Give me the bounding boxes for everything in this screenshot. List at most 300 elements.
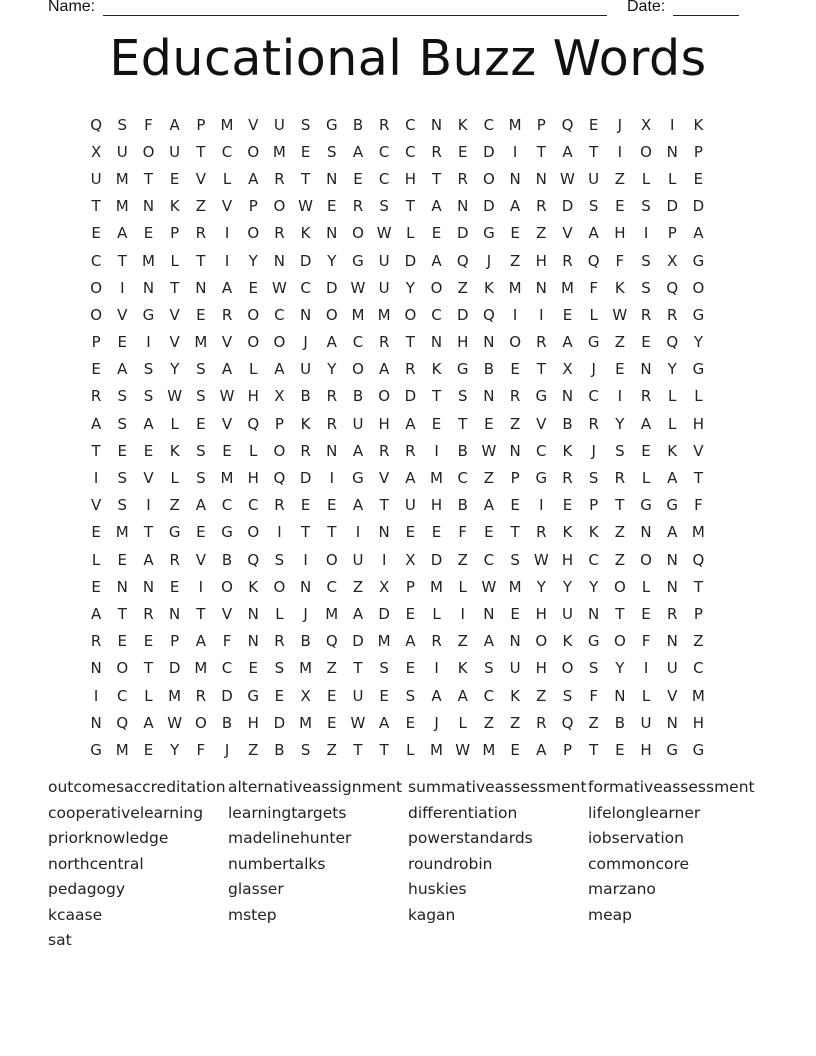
grid-letter[interactable]: L: [170, 251, 179, 270]
grid-letter[interactable]: E: [510, 740, 520, 759]
date-field-line[interactable]: [673, 15, 739, 16]
grid-letter[interactable]: L: [694, 387, 703, 406]
grid-letter[interactable]: M: [115, 740, 129, 759]
grid-letter[interactable]: E: [588, 115, 599, 134]
grid-letter[interactable]: Z: [352, 577, 364, 596]
grid-letter[interactable]: T: [353, 740, 363, 759]
grid-letter[interactable]: Q: [325, 632, 338, 651]
grid-letter[interactable]: K: [457, 659, 468, 678]
grid-letter[interactable]: X: [640, 115, 652, 134]
grid-letter[interactable]: B: [457, 496, 468, 515]
grid-letter[interactable]: A: [405, 469, 416, 488]
grid-letter[interactable]: K: [562, 632, 573, 651]
grid-letter[interactable]: C: [247, 496, 259, 515]
grid-letter[interactable]: P: [91, 333, 101, 352]
grid-letter[interactable]: J: [303, 604, 308, 623]
grid-letter[interactable]: B: [483, 360, 495, 379]
grid-letter[interactable]: U: [90, 169, 102, 188]
grid-letter[interactable]: C: [326, 577, 338, 596]
grid-letter[interactable]: S: [143, 387, 154, 406]
grid-letter[interactable]: Y: [562, 577, 573, 596]
grid-letter[interactable]: Y: [327, 360, 337, 379]
grid-letter[interactable]: F: [615, 251, 625, 270]
grid-letter[interactable]: U: [588, 169, 600, 188]
grid-letter[interactable]: Z: [588, 713, 599, 732]
grid-letter[interactable]: M: [220, 469, 234, 488]
grid-letter[interactable]: D: [456, 305, 469, 324]
grid-letter[interactable]: N: [326, 441, 338, 460]
grid-letter[interactable]: C: [352, 333, 364, 352]
grid-letter[interactable]: A: [352, 604, 364, 623]
grid-letter[interactable]: Y: [170, 740, 180, 759]
grid-letter[interactable]: Q: [561, 115, 574, 134]
grid-letter[interactable]: D: [299, 469, 312, 488]
grid-letter[interactable]: Z: [509, 713, 521, 732]
grid-letter[interactable]: T: [353, 659, 363, 678]
grid-letter[interactable]: O: [247, 333, 260, 352]
grid-letter[interactable]: B: [457, 441, 468, 460]
grid-letter[interactable]: Z: [509, 414, 521, 433]
grid-letter[interactable]: E: [196, 523, 206, 542]
grid-letter[interactable]: C: [221, 659, 233, 678]
grid-letter[interactable]: R: [405, 441, 416, 460]
grid-letter[interactable]: A: [667, 469, 678, 488]
grid-letter[interactable]: O: [247, 305, 260, 324]
grid-letter[interactable]: T: [536, 360, 546, 379]
grid-letter[interactable]: E: [510, 360, 520, 379]
grid-letter[interactable]: I: [643, 659, 649, 678]
grid-letter[interactable]: V: [117, 305, 128, 324]
grid-letter[interactable]: A: [457, 686, 468, 705]
grid-letter[interactable]: A: [221, 360, 233, 379]
grid-letter[interactable]: L: [249, 360, 258, 379]
grid-letter[interactable]: T: [117, 251, 127, 270]
grid-letter[interactable]: G: [352, 469, 364, 488]
grid-letter[interactable]: O: [352, 360, 364, 379]
grid-letter[interactable]: H: [614, 224, 626, 243]
grid-letter[interactable]: J: [591, 441, 596, 460]
grid-letter[interactable]: H: [404, 169, 416, 188]
grid-letter[interactable]: N: [326, 169, 338, 188]
grid-letter[interactable]: Q: [692, 550, 705, 569]
grid-letter[interactable]: V: [143, 469, 154, 488]
grid-letter[interactable]: Y: [667, 360, 677, 379]
grid-letter[interactable]: Y: [615, 659, 625, 678]
grid-letter[interactable]: E: [143, 740, 154, 759]
grid-letter[interactable]: S: [379, 197, 389, 216]
grid-letter[interactable]: K: [510, 686, 521, 705]
grid-letter[interactable]: I: [120, 278, 125, 297]
grid-letter[interactable]: S: [117, 496, 128, 515]
grid-letter[interactable]: M: [377, 632, 391, 651]
grid-letter[interactable]: R: [562, 251, 573, 270]
grid-letter[interactable]: T: [143, 523, 154, 542]
grid-letter[interactable]: X: [300, 686, 311, 705]
grid-letter[interactable]: O: [430, 278, 443, 297]
grid-letter[interactable]: W: [167, 713, 183, 732]
grid-letter[interactable]: H: [247, 469, 259, 488]
grid-letter[interactable]: U: [561, 604, 573, 623]
grid-letter[interactable]: E: [405, 523, 416, 542]
grid-letter[interactable]: K: [457, 115, 468, 134]
grid-letter[interactable]: H: [430, 496, 443, 515]
grid-letter[interactable]: E: [117, 333, 128, 352]
grid-letter[interactable]: A: [326, 333, 337, 352]
grid-letter[interactable]: T: [91, 197, 101, 216]
grid-letter[interactable]: Y: [536, 577, 546, 596]
grid-letter[interactable]: E: [641, 604, 651, 623]
grid-letter[interactable]: L: [641, 169, 651, 188]
grid-letter[interactable]: S: [274, 659, 285, 678]
grid-letter[interactable]: E: [300, 142, 311, 161]
grid-letter[interactable]: C: [457, 469, 468, 488]
grid-letter[interactable]: V: [536, 414, 547, 433]
grid-letter[interactable]: E: [91, 224, 101, 243]
grid-letter[interactable]: G: [692, 251, 705, 270]
grid-letter[interactable]: S: [117, 387, 128, 406]
grid-letter[interactable]: B: [221, 550, 233, 569]
grid-letter[interactable]: F: [222, 632, 232, 651]
grid-letter[interactable]: C: [588, 550, 599, 569]
grid-letter[interactable]: Z: [614, 169, 625, 188]
grid-letter[interactable]: S: [196, 387, 206, 406]
grid-letter[interactable]: F: [589, 278, 598, 297]
grid-letter[interactable]: I: [434, 441, 439, 460]
grid-letter[interactable]: Z: [169, 496, 180, 515]
grid-letter[interactable]: C: [483, 686, 495, 705]
grid-letter[interactable]: C: [588, 387, 599, 406]
grid-letter[interactable]: M: [325, 604, 339, 623]
grid-letter[interactable]: L: [222, 169, 232, 188]
grid-letter[interactable]: W: [560, 169, 575, 188]
grid-letter[interactable]: A: [431, 686, 442, 705]
grid-letter[interactable]: R: [378, 441, 390, 460]
grid-letter[interactable]: D: [221, 686, 233, 705]
grid-letter[interactable]: A: [509, 197, 521, 216]
grid-letter[interactable]: E: [169, 169, 180, 188]
grid-letter[interactable]: K: [300, 414, 311, 433]
grid-letter[interactable]: I: [512, 305, 518, 324]
grid-letter[interactable]: P: [693, 142, 703, 161]
grid-letter[interactable]: R: [667, 305, 678, 324]
grid-letter[interactable]: T: [615, 604, 625, 623]
grid-letter[interactable]: S: [274, 550, 285, 569]
grid-letter[interactable]: A: [143, 713, 154, 732]
grid-letter[interactable]: S: [300, 115, 311, 134]
grid-letter[interactable]: Y: [327, 251, 337, 270]
grid-letter[interactable]: R: [90, 387, 102, 406]
grid-letter[interactable]: T: [117, 604, 127, 623]
grid-letter[interactable]: A: [274, 360, 285, 379]
grid-letter[interactable]: E: [143, 224, 154, 243]
grid-letter[interactable]: J: [617, 115, 623, 134]
grid-letter[interactable]: T: [327, 523, 337, 542]
grid-letter[interactable]: A: [483, 496, 495, 515]
grid-letter[interactable]: C: [405, 142, 416, 161]
grid-letter[interactable]: I: [460, 604, 465, 623]
grid-letter[interactable]: E: [169, 577, 180, 596]
grid-letter[interactable]: M: [430, 577, 443, 596]
grid-letter[interactable]: Q: [90, 115, 102, 134]
grid-letter[interactable]: I: [146, 333, 151, 352]
grid-letter[interactable]: X: [90, 142, 102, 161]
grid-letter[interactable]: N: [169, 604, 181, 623]
grid-letter[interactable]: O: [90, 278, 102, 297]
grid-letter[interactable]: E: [300, 496, 311, 515]
grid-letter[interactable]: T: [510, 523, 520, 542]
grid-letter[interactable]: S: [196, 360, 206, 379]
grid-letter[interactable]: V: [693, 441, 704, 460]
grid-letter[interactable]: N: [509, 169, 521, 188]
grid-letter[interactable]: V: [221, 604, 233, 623]
grid-letter[interactable]: I: [355, 523, 361, 542]
grid-letter[interactable]: T: [693, 577, 703, 596]
grid-letter[interactable]: N: [378, 523, 390, 542]
grid-letter[interactable]: W: [298, 197, 314, 216]
grid-letter[interactable]: E: [353, 169, 363, 188]
grid-letter[interactable]: G: [692, 360, 705, 379]
grid-letter[interactable]: N: [326, 224, 338, 243]
grid-letter[interactable]: N: [666, 632, 678, 651]
grid-letter[interactable]: G: [666, 740, 679, 759]
grid-letter[interactable]: T: [405, 333, 415, 352]
grid-letter[interactable]: X: [667, 251, 678, 270]
grid-letter[interactable]: U: [169, 142, 181, 161]
grid-letter[interactable]: C: [117, 686, 128, 705]
grid-letter[interactable]: O: [90, 305, 102, 324]
grid-letter[interactable]: J: [591, 360, 596, 379]
grid-letter[interactable]: H: [535, 659, 547, 678]
grid-letter[interactable]: K: [614, 278, 625, 297]
grid-letter[interactable]: O: [194, 713, 207, 732]
grid-letter[interactable]: M: [194, 333, 208, 352]
grid-letter[interactable]: Z: [614, 550, 625, 569]
grid-letter[interactable]: S: [641, 251, 651, 270]
grid-letter[interactable]: B: [352, 115, 364, 134]
grid-letter[interactable]: R: [457, 169, 468, 188]
grid-letter[interactable]: O: [535, 632, 548, 651]
grid-letter[interactable]: V: [667, 686, 678, 705]
grid-letter[interactable]: E: [91, 577, 101, 596]
grid-letter[interactable]: R: [274, 632, 285, 651]
grid-letter[interactable]: R: [640, 387, 652, 406]
grid-letter[interactable]: U: [378, 251, 390, 270]
grid-letter[interactable]: F: [589, 686, 598, 705]
grid-letter[interactable]: L: [144, 686, 153, 705]
grid-letter[interactable]: Q: [666, 278, 679, 297]
grid-letter[interactable]: R: [509, 387, 521, 406]
grid-letter[interactable]: C: [274, 305, 285, 324]
grid-letter[interactable]: I: [512, 142, 518, 161]
grid-letter[interactable]: B: [300, 387, 311, 406]
grid-letter[interactable]: R: [562, 469, 573, 488]
grid-letter[interactable]: E: [117, 441, 128, 460]
grid-letter[interactable]: N: [483, 333, 495, 352]
grid-letter[interactable]: D: [299, 251, 312, 270]
grid-letter[interactable]: D: [404, 387, 417, 406]
grid-letter[interactable]: C: [221, 496, 233, 515]
grid-letter[interactable]: L: [406, 740, 415, 759]
grid-letter[interactable]: O: [483, 169, 495, 188]
grid-letter[interactable]: W: [350, 278, 366, 297]
grid-letter[interactable]: S: [484, 659, 494, 678]
grid-letter[interactable]: I: [303, 550, 308, 569]
grid-letter[interactable]: Y: [248, 251, 258, 270]
grid-letter[interactable]: Z: [248, 740, 259, 759]
grid-letter[interactable]: N: [116, 577, 128, 596]
grid-letter[interactable]: C: [431, 305, 442, 324]
grid-letter[interactable]: I: [381, 550, 387, 569]
grid-letter[interactable]: Q: [483, 305, 495, 324]
grid-letter[interactable]: V: [221, 333, 233, 352]
grid-letter[interactable]: L: [589, 305, 598, 324]
grid-letter[interactable]: S: [327, 142, 337, 161]
grid-letter[interactable]: H: [247, 387, 259, 406]
grid-letter[interactable]: G: [692, 305, 705, 324]
grid-letter[interactable]: R: [667, 604, 678, 623]
grid-letter[interactable]: V: [90, 496, 102, 515]
grid-letter[interactable]: G: [587, 333, 600, 352]
grid-letter[interactable]: S: [588, 659, 599, 678]
grid-letter[interactable]: Z: [614, 523, 625, 542]
grid-letter[interactable]: E: [379, 686, 389, 705]
grid-letter[interactable]: T: [405, 197, 415, 216]
grid-letter[interactable]: A: [379, 713, 390, 732]
grid-letter[interactable]: S: [562, 686, 573, 705]
grid-letter[interactable]: N: [430, 115, 443, 134]
grid-letter[interactable]: L: [458, 713, 467, 732]
grid-letter[interactable]: A: [562, 142, 573, 161]
grid-letter[interactable]: R: [378, 115, 390, 134]
grid-letter[interactable]: Z: [536, 686, 547, 705]
grid-letter[interactable]: D: [352, 632, 364, 651]
grid-letter[interactable]: C: [405, 115, 416, 134]
grid-letter[interactable]: M: [560, 278, 574, 297]
grid-letter[interactable]: N: [90, 713, 102, 732]
grid-letter[interactable]: V: [221, 414, 233, 433]
grid-letter[interactable]: Z: [536, 224, 547, 243]
grid-letter[interactable]: T: [91, 441, 101, 460]
grid-letter[interactable]: W: [167, 387, 183, 406]
grid-letter[interactable]: O: [221, 577, 233, 596]
grid-letter[interactable]: N: [142, 577, 155, 596]
grid-letter[interactable]: O: [142, 142, 155, 161]
grid-letter[interactable]: P: [693, 604, 703, 623]
grid-letter[interactable]: Z: [693, 632, 704, 651]
grid-letter[interactable]: Z: [483, 713, 495, 732]
grid-letter[interactable]: O: [640, 142, 652, 161]
grid-letter[interactable]: A: [143, 550, 154, 569]
grid-letter[interactable]: E: [510, 496, 520, 515]
grid-letter[interactable]: E: [562, 496, 573, 515]
grid-letter[interactable]: A: [117, 224, 128, 243]
grid-letter[interactable]: N: [640, 523, 652, 542]
grid-letter[interactable]: U: [352, 686, 364, 705]
grid-letter[interactable]: B: [221, 713, 233, 732]
grid-letter[interactable]: P: [589, 496, 599, 515]
grid-letter[interactable]: U: [378, 278, 390, 297]
grid-letter[interactable]: V: [169, 333, 180, 352]
grid-letter[interactable]: L: [641, 469, 651, 488]
grid-letter[interactable]: E: [327, 686, 337, 705]
grid-letter[interactable]: Y: [615, 414, 625, 433]
grid-letter[interactable]: U: [352, 550, 364, 569]
grid-letter[interactable]: D: [483, 142, 495, 161]
grid-letter[interactable]: A: [90, 604, 102, 623]
grid-letter[interactable]: E: [196, 414, 206, 433]
grid-letter[interactable]: Q: [247, 414, 260, 433]
grid-letter[interactable]: A: [405, 414, 416, 433]
grid-letter[interactable]: U: [509, 659, 521, 678]
grid-letter[interactable]: X: [405, 550, 416, 569]
grid-letter[interactable]: I: [617, 387, 623, 406]
grid-letter[interactable]: S: [641, 197, 651, 216]
grid-letter[interactable]: I: [146, 496, 151, 515]
grid-letter[interactable]: O: [692, 278, 705, 297]
grid-letter[interactable]: G: [692, 740, 705, 759]
grid-letter[interactable]: W: [376, 224, 392, 243]
grid-letter[interactable]: L: [668, 387, 677, 406]
grid-letter[interactable]: P: [170, 632, 180, 651]
grid-letter[interactable]: M: [351, 305, 365, 324]
grid-letter[interactable]: Z: [326, 740, 337, 759]
grid-letter[interactable]: G: [247, 686, 260, 705]
grid-letter[interactable]: M: [508, 278, 522, 297]
grid-letter[interactable]: T: [301, 169, 311, 188]
grid-letter[interactable]: G: [90, 740, 102, 759]
grid-letter[interactable]: Y: [693, 333, 703, 352]
name-field-line[interactable]: [103, 15, 607, 16]
grid-letter[interactable]: Q: [273, 469, 286, 488]
grid-letter[interactable]: P: [405, 577, 415, 596]
grid-letter[interactable]: E: [91, 523, 101, 542]
grid-letter[interactable]: D: [430, 550, 443, 569]
grid-letter[interactable]: F: [144, 115, 153, 134]
grid-letter[interactable]: G: [640, 496, 652, 515]
grid-letter[interactable]: B: [274, 740, 285, 759]
grid-letter[interactable]: N: [535, 169, 547, 188]
grid-letter[interactable]: J: [486, 251, 492, 270]
grid-letter[interactable]: H: [561, 550, 574, 569]
grid-letter[interactable]: G: [535, 387, 548, 406]
grid-letter[interactable]: S: [588, 469, 599, 488]
grid-letter[interactable]: Z: [457, 278, 468, 297]
grid-letter[interactable]: Q: [666, 333, 679, 352]
grid-letter[interactable]: P: [170, 224, 180, 243]
grid-letter[interactable]: G: [221, 523, 233, 542]
grid-letter[interactable]: N: [509, 441, 521, 460]
grid-letter[interactable]: K: [562, 523, 573, 542]
grid-letter[interactable]: W: [612, 305, 628, 324]
grid-letter[interactable]: M: [299, 713, 313, 732]
grid-letter[interactable]: W: [533, 550, 549, 569]
grid-letter[interactable]: K: [562, 441, 573, 460]
grid-letter[interactable]: K: [300, 224, 311, 243]
grid-letter[interactable]: C: [378, 169, 390, 188]
grid-letter[interactable]: T: [143, 659, 154, 678]
grid-letter[interactable]: I: [617, 142, 623, 161]
grid-letter[interactable]: N: [430, 333, 443, 352]
grid-letter[interactable]: F: [196, 740, 206, 759]
grid-letter[interactable]: A: [431, 197, 442, 216]
grid-letter[interactable]: K: [169, 441, 180, 460]
grid-letter[interactable]: R: [300, 441, 311, 460]
grid-letter[interactable]: U: [352, 414, 364, 433]
grid-letter[interactable]: E: [510, 604, 520, 623]
grid-letter[interactable]: M: [168, 686, 182, 705]
grid-letter[interactable]: N: [666, 577, 678, 596]
grid-letter[interactable]: T: [196, 251, 206, 270]
